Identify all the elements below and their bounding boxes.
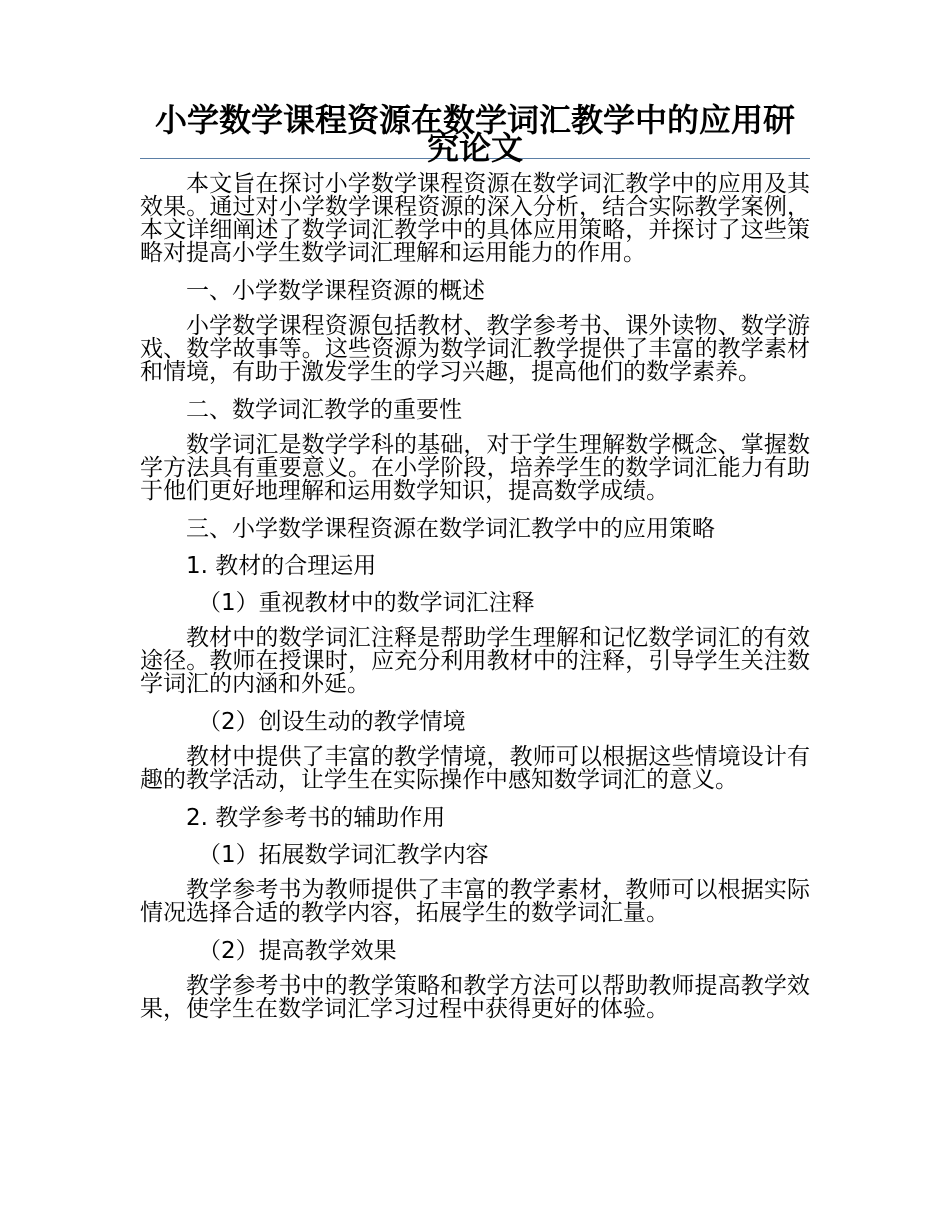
document-title: 小学数学课程资源在数学词汇教学中的应用研究论文 bbox=[154, 101, 795, 167]
item2-sub1-heading: （1）拓展数学词汇教学内容 bbox=[198, 842, 489, 868]
item1-sub2-heading: （2）创设生动的教学情境 bbox=[198, 709, 466, 735]
item1-sub1-heading: （1）重视教材中的数学词汇注释 bbox=[198, 590, 535, 616]
section1-heading: 一、小学数学课程资源的概述 bbox=[186, 278, 485, 304]
document-page bbox=[140, 100, 810, 1034]
item1-sub2-paragraph: 教材中提供了丰富的教学情境，教师可以根据这些情境设计有趣的教学活动，让学生在实际操作中感知数学词汇的意义。 bbox=[140, 744, 810, 793]
section2-heading: 二、数学词汇教学的重要性 bbox=[186, 397, 462, 423]
item2-heading: 2. 教学参考书的辅助作用 bbox=[186, 805, 446, 831]
item2-sub2-paragraph: 教学参考书中的教学策略和教学方法可以帮助教师提高教学效果，使学生在数学词汇学习过程中获得更好的体验。 bbox=[140, 973, 810, 1022]
section2-paragraph: 数学词汇是数学学科的基础，对于学生理解数学概念、掌握数学方法具有重要意义。在小学阶段，培养学生的数学词汇能力有助于他们更好地理解和运用数学知识，提高数学成绩。 bbox=[140, 432, 810, 504]
item2-sub2-heading: （2）提高教学效果 bbox=[198, 938, 397, 964]
section1-paragraph: 小学数学课程资源包括教材、教学参考书、课外读物、数学游戏、数学故事等。这些资源为数学词汇教学提供了丰富的教学素材和情境，有助于激发学生的学习兴趣，提高他们的数学素养。 bbox=[140, 313, 810, 385]
section3-heading: 三、小学数学课程资源在数学词汇教学中的应用策略 bbox=[186, 516, 715, 542]
item2-sub1-paragraph: 教学参考书为教师提供了丰富的教学素材，教师可以根据实际情况选择合适的教学内容，拓展学生的数学词汇量。 bbox=[140, 877, 810, 926]
item1-heading: 1. 教材的合理运用 bbox=[186, 553, 377, 579]
item1-sub1-paragraph: 教材中的数学词汇注释是帮助学生理解和记忆数学词汇的有效途径。教师在授课时，应充分利用教材中的注释，引导学生关注数学词汇的内涵和外延。 bbox=[140, 625, 810, 697]
intro-paragraph: 本文旨在探讨小学数学课程资源在数学词汇教学中的应用及其效果。通过对小学数学课程资源的深入分析，结合实际教学案例，本文详细阐述了数学词汇教学中的具体应用策略，并探讨了这些策略对提高小学生数学词汇理解和运用能力的作用。 bbox=[140, 171, 810, 266]
